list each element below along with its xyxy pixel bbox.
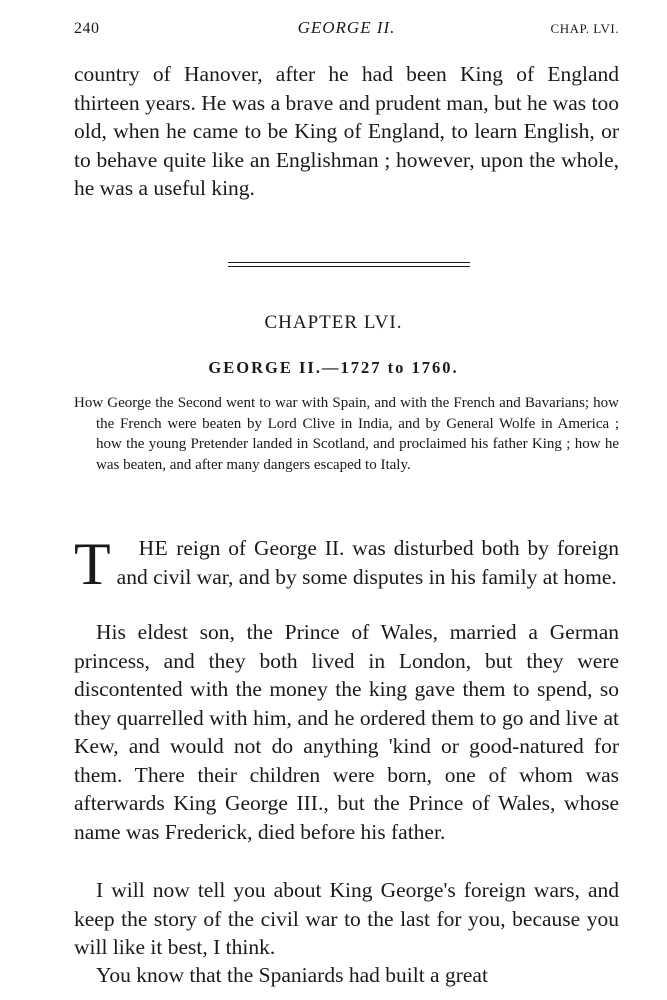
running-chapter: CHAP. LVI. — [550, 21, 619, 36]
paragraph-3: I will now tell you about King George's foreign wars, and keep the story of the civil war to the last for you, because you will like it best, I think. — [74, 878, 619, 959]
running-title: GEORGE II. — [297, 18, 396, 37]
continuation-paragraph: country of Hanover, after he had been King of England thirteen years. He was a brave and prudent man, but he was too old, when he came to be King of England, to learn English, or to behave quite like an Englishman ; however, upon the whole, he was a useful king. — [74, 62, 619, 200]
paragraph-4: You know that the Spaniards had built a great — [96, 963, 488, 987]
paragraph-1 — [74, 531, 619, 597]
page-number: 240 — [74, 20, 100, 37]
paragraph-1-lead: HE — [138, 536, 169, 560]
drop-cap: T — [74, 531, 111, 597]
section-divider-top — [228, 262, 470, 263]
running-header — [74, 18, 619, 44]
chapter-subtitle: GEORGE II.—1727 to 1760. — [208, 358, 459, 377]
paragraph-2: His eldest son, the Prince of Wales, married a German princess, and they both lived in London, but they were discontented with the money the king gave them to spend, so they quarrelled with him, and he ordered them to go and live at Kew, and would not do anything 'kind or good-natured for them. There their children were born, one of whom was afterwards King George III., but the Prince of Wales, whose name was Frederick, died before his father. — [74, 620, 619, 844]
section-divider-bottom — [228, 266, 470, 267]
chapter-summary: How George the Second went to war with Spain, and with the French and Bavarians; how the French were beaten by Lord Clive in India, and by General Wolfe in America ; how the young Pretender landed in Scotland, and proclaimed his father King ; how he was beaten, and after many dangers escaped to Italy. — [74, 395, 619, 473]
chapter-heading: CHAPTER LVI. — [264, 312, 403, 333]
paragraph-1-text: reign of George II. was disturbed both by foreign and civil war, and by some disputes in his family at home. — [116, 536, 619, 589]
